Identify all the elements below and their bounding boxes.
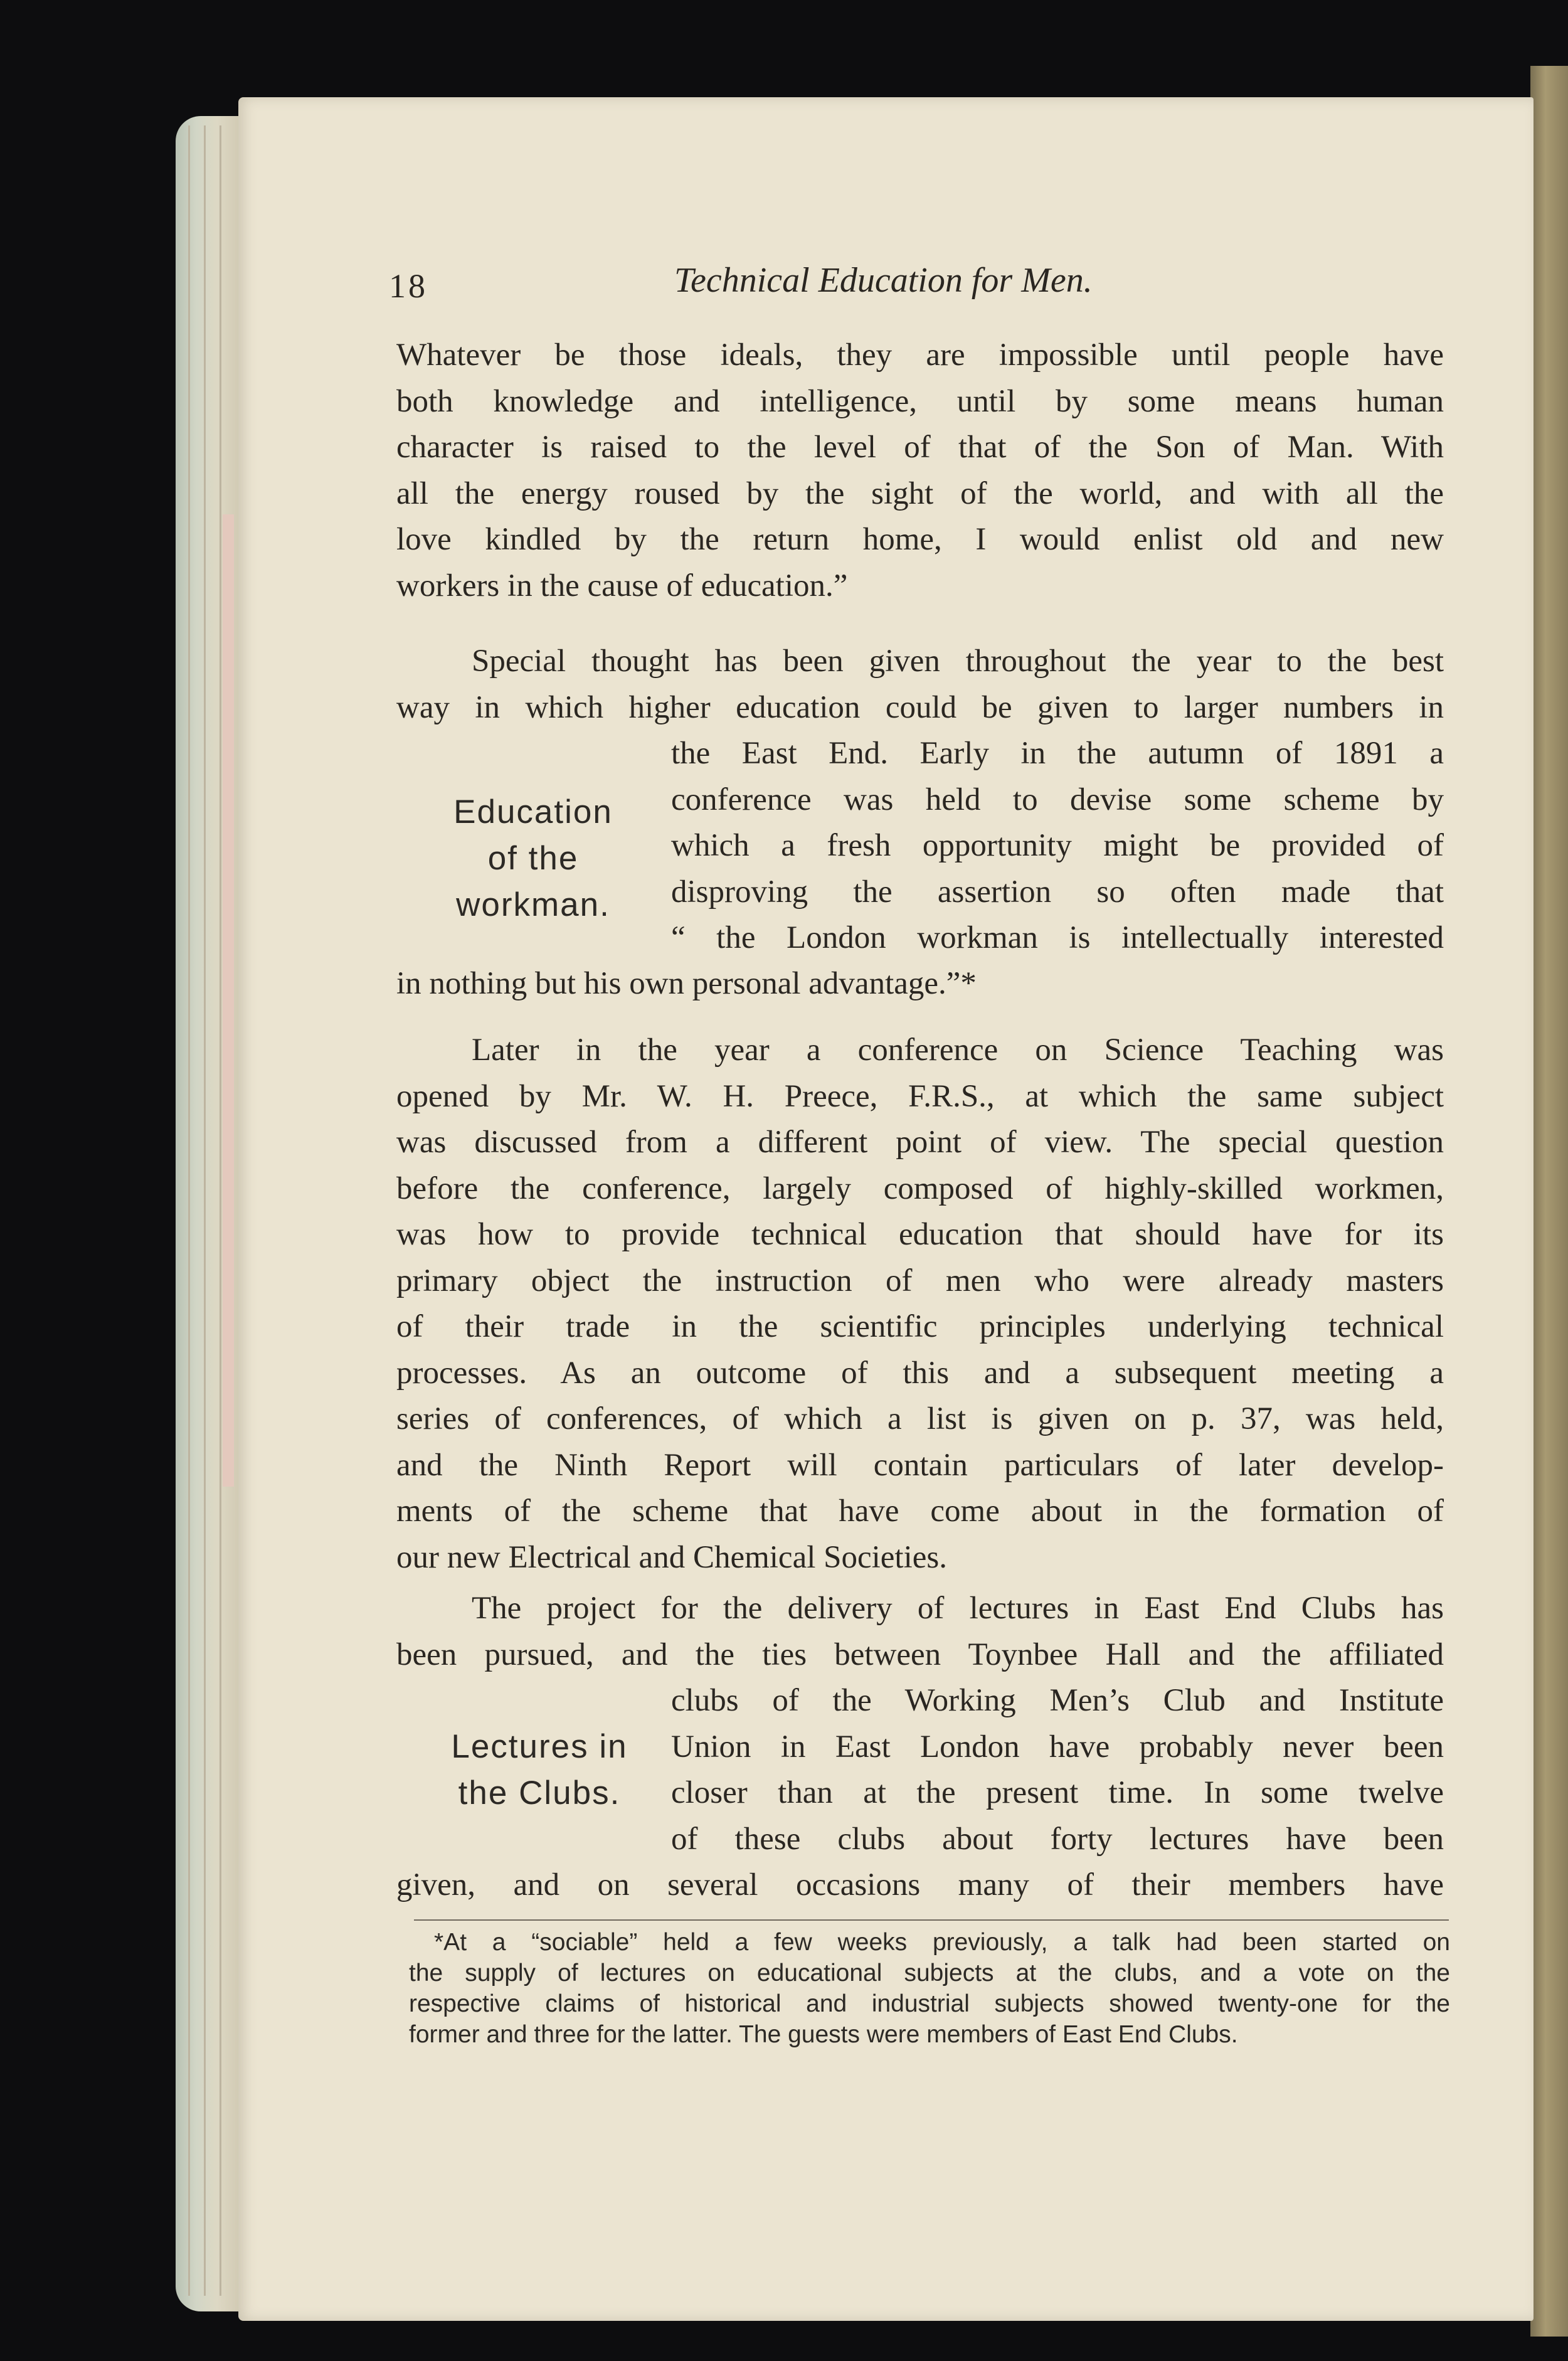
- footnote-line: former and three for the latter. The guests were members of East End Clubs.: [409, 2021, 1238, 2048]
- text-line: was how to provide technical education that should have for its: [396, 1217, 1444, 1252]
- footnote-line: *At a “sociable” held a few weeks previously, a talk had been started on: [434, 1929, 1450, 1956]
- sidenote-line: workman.: [456, 886, 610, 923]
- text-line: way in which higher education could be given to larger numbers in: [396, 689, 1444, 725]
- text-line: ments of the scheme that have come about in the formation of: [396, 1494, 1444, 1529]
- sidenote-education-of-workman: [426, 789, 640, 928]
- text-line: Later in the year a conference on Science Teaching was: [472, 1032, 1444, 1068]
- text-line: been pursued, and the ties between Toynbee Hall and the affiliated: [396, 1637, 1444, 1672]
- page-edge-line: [188, 125, 190, 2296]
- sidenote-line: the Clubs.: [458, 1775, 621, 1812]
- text-line: of their trade in the scientific principles underlying technical: [396, 1309, 1444, 1344]
- text-line: series of conferences, of which a list is given on p. 37, was held,: [396, 1401, 1444, 1436]
- next-page-edge: [1530, 66, 1568, 2337]
- footnote-line: respective claims of historical and industrial subjects showed twenty-one for the: [409, 1990, 1450, 2017]
- sidenote-line: Lectures in: [451, 1728, 628, 1765]
- paragraph-2-narrow: [671, 731, 1444, 962]
- paragraph-3: [396, 1027, 1444, 1581]
- running-head: Technical Education for Men.: [674, 261, 1093, 300]
- text-line: love kindled by the return home, I would enlist old and new: [396, 522, 1444, 557]
- text-line: Union in East London have probably never been: [671, 1729, 1444, 1764]
- page-edge-line: [204, 125, 206, 2296]
- footnote: [409, 1927, 1450, 2050]
- paragraph-4-end: [396, 1862, 1444, 1909]
- text-line: opened by Mr. W. H. Preece, F.R.S., at which the same subject: [396, 1078, 1444, 1114]
- text-line: given, and on several occasions many of their members have: [396, 1867, 1444, 1902]
- text-line: disproving the assertion so often made that: [671, 874, 1444, 910]
- text-line: The project for the delivery of lectures in East End Clubs has: [472, 1591, 1444, 1626]
- page-number: 18: [389, 267, 428, 305]
- text-line: both knowledge and intelligence, until by some means human: [396, 383, 1444, 419]
- text-line: the East End. Early in the autumn of 1891 a: [671, 736, 1444, 771]
- tinted-edge-strip: [223, 514, 234, 1487]
- text-line: workers in the cause of education.”: [396, 568, 848, 603]
- text-line: which a fresh opportunity might be provided of: [671, 828, 1444, 863]
- text-line: Special thought has been given throughout the year to the best: [472, 644, 1444, 679]
- text-line: conference was held to devise some scheme by: [671, 782, 1444, 817]
- book-fore-edge: [176, 116, 245, 2311]
- text-line: and the Ninth Report will contain particulars of later develop-: [396, 1447, 1444, 1483]
- paragraph-4: [396, 1586, 1444, 1678]
- text-line: processes. As an outcome of this and a subsequent meeting a: [396, 1355, 1444, 1391]
- text-line: before the conference, largely composed of highly-skilled workmen,: [396, 1170, 1444, 1206]
- sidenote-lectures-in-clubs: [426, 1724, 652, 1817]
- text-line: was discussed from a different point of view. The special question: [396, 1125, 1444, 1160]
- page-edge-line: [220, 125, 221, 2296]
- text-line: “ the London workman is intellectually interested: [671, 920, 1444, 955]
- text-line: character is raised to the level of that of the Son of Man. With: [396, 430, 1444, 465]
- text-line: of these clubs about forty lectures have been: [671, 1821, 1444, 1857]
- paragraph-2: [396, 639, 1444, 731]
- sidenote-line: Education: [453, 793, 613, 830]
- footnote-line: the supply of lectures on educational subjects at the clubs, and a vote on the: [409, 1960, 1450, 1987]
- paragraph-2-end: [396, 961, 1444, 1007]
- text-line: our new Electrical and Chemical Societies.: [396, 1539, 948, 1575]
- text-line: all the energy roused by the sight of the world, and with all the: [396, 475, 1444, 511]
- text-line: closer than at the present time. In some twelve: [671, 1775, 1444, 1810]
- paragraph-1: [396, 332, 1444, 609]
- text-line: Whatever be those ideals, they are impossible until people have: [396, 337, 1444, 373]
- footnote-rule: [414, 1919, 1449, 1921]
- text-line: in nothing but his own personal advantage.”*: [396, 966, 977, 1001]
- paragraph-4-narrow: [671, 1678, 1444, 1862]
- text-line: primary object the instruction of men who were already masters: [396, 1263, 1444, 1298]
- text-line: clubs of the Working Men’s Club and Institute: [671, 1683, 1444, 1718]
- sidenote-line: of the: [487, 840, 579, 877]
